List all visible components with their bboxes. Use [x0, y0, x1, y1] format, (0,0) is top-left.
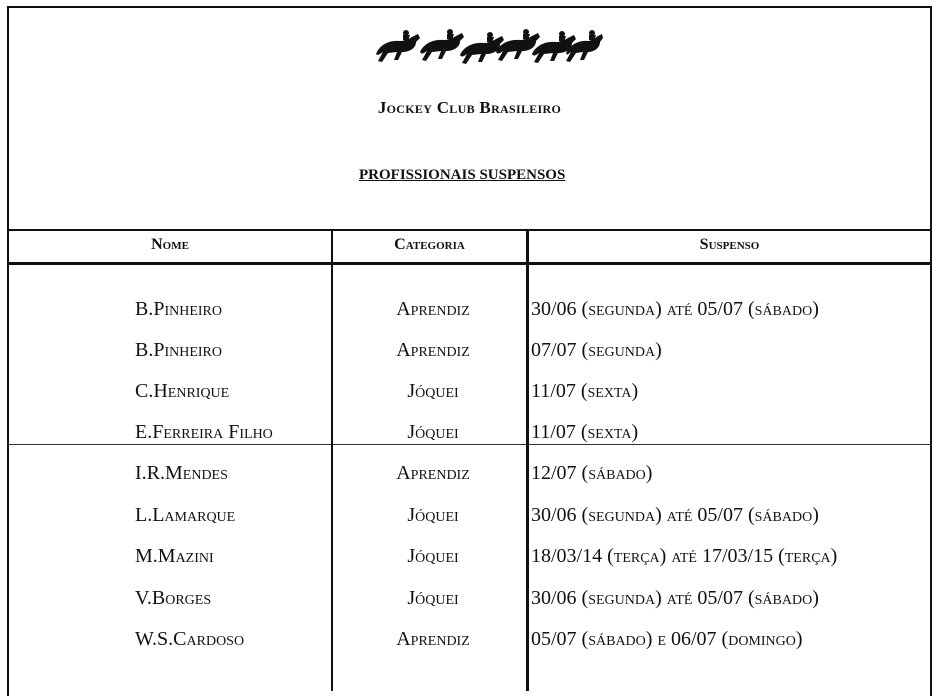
table-row	[0, 339, 939, 369]
cell-suspenso: 30/06 (segunda) até 05/07 (sábado)	[531, 587, 819, 609]
column-header-nome: Nome	[151, 236, 189, 253]
column-header-suspenso: Suspenso	[699, 236, 760, 253]
cell-categoria: Jóquei	[407, 587, 459, 609]
cell-nome: M.Mazini	[135, 545, 214, 567]
cell-categoria: Aprendiz	[396, 298, 470, 320]
table-row	[0, 504, 939, 534]
column-header-categoria: Categoria	[394, 236, 465, 253]
cell-nome: V.Borges	[135, 587, 212, 609]
cell-categoria: Aprendiz	[396, 339, 470, 361]
page-title: PROFISSIONAIS SUSPENSOS	[359, 167, 566, 183]
cell-categoria: Jóquei	[407, 504, 459, 526]
cell-nome: E.Ferreira Filho	[135, 421, 273, 443]
cell-suspenso: 12/07 (sábado)	[531, 462, 653, 484]
table-row	[0, 545, 939, 575]
cell-categoria: Aprendiz	[396, 628, 470, 650]
cell-nome: I.R.Mendes	[135, 462, 228, 484]
cell-suspenso: 05/07 (sábado) e 06/07 (domingo)	[531, 628, 803, 650]
organization-name: Jockey Club Brasileiro	[377, 98, 562, 117]
cell-nome: L.Lamarque	[135, 504, 236, 526]
cell-categoria: Jóquei	[407, 545, 459, 567]
cell-categoria: Jóquei	[407, 421, 459, 443]
cell-nome: W.S.Cardoso	[135, 628, 245, 650]
table-row	[0, 380, 939, 410]
cell-suspenso: 30/06 (segunda) até 05/07 (sábado)	[531, 504, 819, 526]
racing-horses-logo-icon	[372, 24, 604, 68]
cell-suspenso: 11/07 (sexta)	[531, 421, 639, 443]
table-row	[0, 298, 939, 328]
cell-suspenso: 18/03/14 (terça) até 17/03/15 (terça)	[531, 545, 838, 567]
cell-nome: B.Pinheiro	[135, 339, 223, 361]
table-row	[0, 462, 939, 492]
header-top-rule	[7, 229, 932, 231]
table-row	[0, 587, 939, 617]
cell-categoria: Aprendiz	[396, 462, 470, 484]
cell-suspenso: 30/06 (segunda) até 05/07 (sábado)	[531, 298, 819, 320]
table-row	[0, 628, 939, 658]
cell-suspenso: 11/07 (sexta)	[531, 380, 639, 402]
cell-categoria: Jóquei	[407, 380, 459, 402]
cell-nome: C.Henrique	[135, 380, 230, 402]
cell-nome: B.Pinheiro	[135, 298, 223, 320]
cell-suspenso: 07/07 (segunda)	[531, 339, 662, 361]
header-bottom-rule	[7, 262, 932, 265]
table-row	[0, 421, 939, 451]
